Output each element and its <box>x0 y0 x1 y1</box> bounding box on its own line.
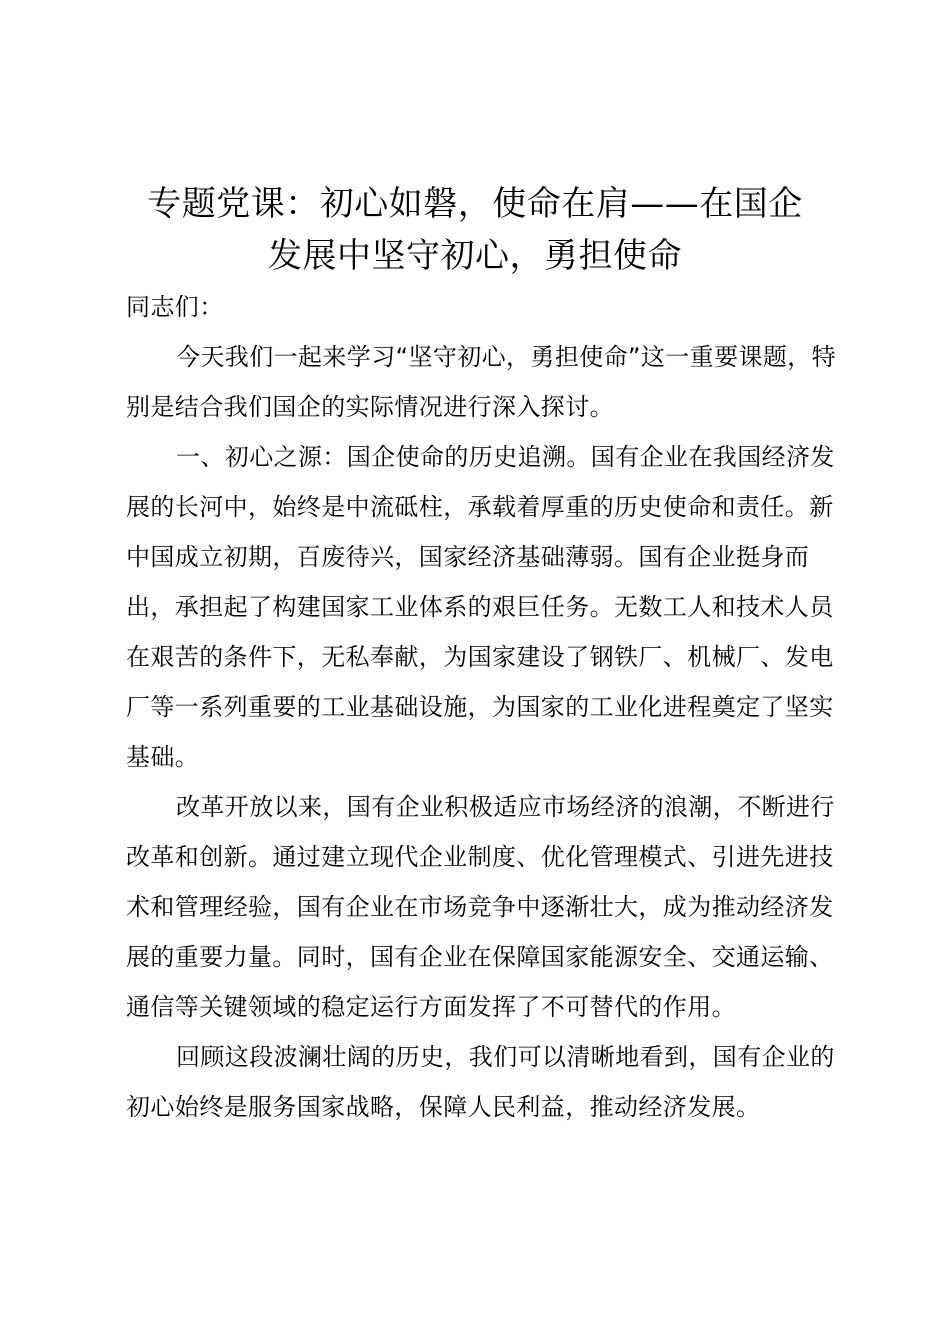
paragraph-reform: 改革开放以来，国有企业积极适应市场经济的浪潮，不断进行改革和创新。通过建立现代企业制度、优化管理模式、引进先进技术和管理经验，国有企业在市场竞争中逐渐壮大，成为推动经济发展的重要力量。同时，国有企业在保障国家能源安全、交通运输、通信等关键领域的稳定运行方面发挥了不可替代的作用。 <box>126 793 835 1021</box>
salutation: 同志们： <box>126 293 224 321</box>
title-line-1: 专题党课：初心如磐，使命在肩——在国企 <box>147 184 803 224</box>
paragraph-section-one: 一、初心之源：国企使命的历史追溯。国有企业在我国经济发展的长河中，始终是中流砥柱，承载着厚重的历史使命和责任。新中国成立初期，百废待兴，国家经济基础薄弱。国有企业挺身而出，承担起了构建国家工业体系的艰巨任务。无数工人和技术人员在艰苦的条件下，无私奉献，为国家建设了钢铁厂、机械厂、发电厂等一系列重要的工业基础设施，为国家的工业化进程奠定了坚实基础。 <box>126 443 835 771</box>
document-title <box>100 178 850 282</box>
document-body <box>126 282 841 1132</box>
paragraph-review: 回顾这段波澜壮阔的历史，我们可以清晰地看到，国有企业的初心始终是服务国家战略，保障人民利益，推动经济发展。 <box>126 1043 835 1121</box>
title-line-2: 发展中坚守初心，勇担使命 <box>268 236 682 276</box>
paragraph-intro: 今天我们一起来学习“坚守初心，勇担使命”这一重要课题，特别是结合我们国企的实际情况进行深入探讨。 <box>126 343 837 421</box>
